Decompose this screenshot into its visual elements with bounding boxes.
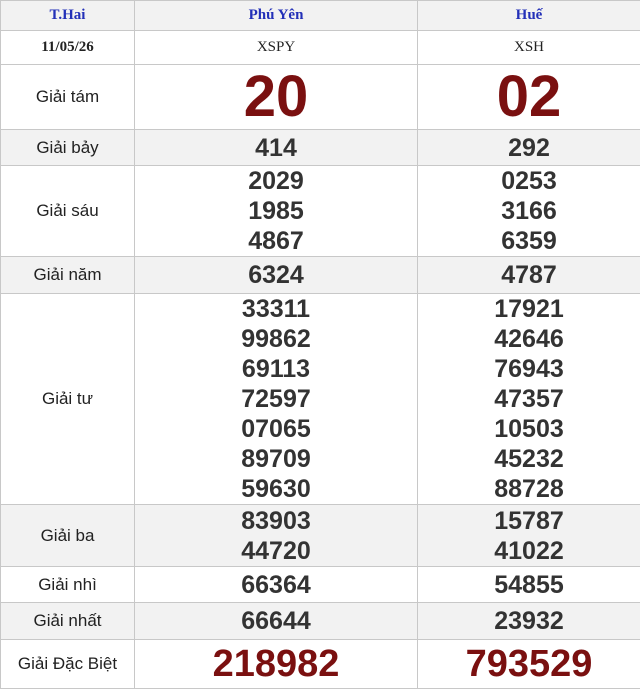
prize-number: 72597 [241, 384, 311, 414]
prize-number: 59630 [241, 474, 311, 504]
prize-number: 6324 [135, 260, 417, 290]
prize-label: Giải bảy [1, 130, 135, 166]
province-1-title[interactable]: Phú Yên [135, 1, 418, 31]
lottery-code-2: XSH [418, 31, 640, 65]
prize-number: 0253 [501, 166, 557, 196]
prize-number: 89709 [241, 444, 311, 474]
prize-number: 1985 [248, 196, 304, 226]
prize-number: 2029 [248, 166, 304, 196]
prize-number: 20 [135, 66, 417, 128]
prize-number: 23932 [418, 606, 640, 636]
prize-number: 4787 [418, 260, 640, 290]
prize-label: Giải tám [1, 65, 135, 130]
prize-number: 76943 [494, 354, 564, 384]
prize-label: Giải nhì [1, 567, 135, 603]
prize-number: 4867 [248, 226, 304, 256]
prize-row-g7 [1, 130, 640, 166]
lottery-code-1: XSPY [135, 31, 418, 65]
prize-row-special [1, 640, 640, 689]
day-label: T.Hai [1, 1, 135, 31]
prize-number: 83903 [241, 506, 311, 536]
prize-row-g8 [1, 65, 640, 130]
prize-label: Giải ba [1, 505, 135, 567]
prize-number: 47357 [494, 384, 564, 414]
prize-number: 44720 [241, 536, 311, 566]
prize-label: Giải nhất [1, 603, 135, 640]
prize-row-g1 [1, 603, 640, 640]
prize-row-g6 [1, 166, 640, 257]
prize-row-g4 [1, 294, 640, 505]
prize-number: 6359 [501, 226, 557, 256]
prize-number: 3166 [501, 196, 557, 226]
header-row [1, 1, 640, 31]
province-2-title[interactable]: Huế [418, 1, 640, 31]
prize-label: Giải năm [1, 257, 135, 294]
prize-label: Giải tư [1, 294, 135, 505]
prize-label: Giải sáu [1, 166, 135, 257]
prize-row-g5 [1, 257, 640, 294]
prize-number: 292 [418, 133, 640, 163]
prize-number: 45232 [494, 444, 564, 474]
prize-number: 10503 [494, 414, 564, 444]
prize-number: 15787 [494, 506, 564, 536]
prize-number: 66644 [135, 606, 417, 636]
prize-number: 54855 [418, 570, 640, 600]
prize-row-g2 [1, 567, 640, 603]
prize-number: 17921 [494, 294, 564, 324]
prize-number: 66364 [135, 570, 417, 600]
prize-number: 42646 [494, 324, 564, 354]
prize-number: 07065 [241, 414, 311, 444]
prize-number: 41022 [494, 536, 564, 566]
prize-label: Giải Đặc Biệt [1, 640, 135, 689]
code-row [1, 31, 640, 65]
prize-number: 88728 [494, 474, 564, 504]
special-prize-number: 218982 [135, 642, 417, 686]
prize-number: 414 [135, 133, 417, 163]
special-prize-number: 793529 [418, 642, 640, 686]
prize-number: 02 [418, 66, 640, 128]
draw-date: 11/05/26 [1, 31, 135, 65]
prize-row-g3 [1, 505, 640, 567]
prize-number: 99862 [241, 324, 311, 354]
prize-number: 33311 [242, 294, 310, 324]
prize-number: 69113 [242, 354, 310, 384]
